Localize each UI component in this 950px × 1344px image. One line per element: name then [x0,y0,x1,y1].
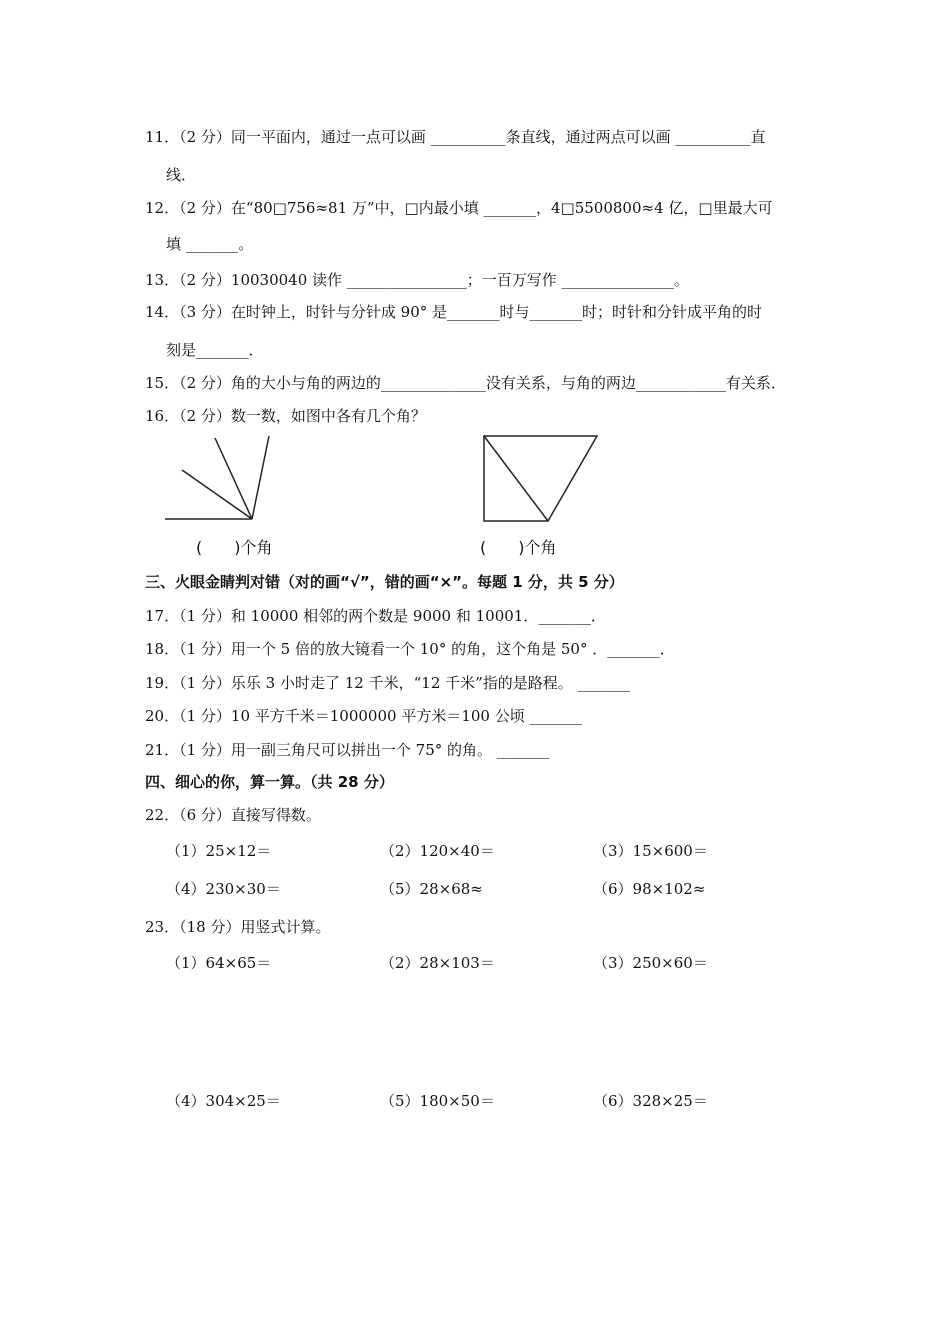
q13: 13．（2 分）10030040 读作 ________________；一百万写作 _______________。 [145,271,690,289]
figure-caption-right: ( )个角 [480,538,557,557]
q22-item-5: （5）28×68≈ [380,880,483,898]
q12-line2: 填 _______。 [166,235,254,253]
ray-high [252,436,269,519]
q22-item-4: （4）230×30＝ [166,880,281,898]
q22-item-2: （2）120×40＝ [380,842,495,860]
q22-item-1: （1）25×12＝ [166,842,272,860]
figure-caption-left: ( )个角 [196,538,273,557]
q23-item-1: （1）64×65＝ [166,954,272,972]
q22-item-6: （6）98×102≈ [593,880,706,898]
trapezoid-diagonal [484,436,548,521]
angle-rays-figure [160,430,280,530]
q15: 15．（2 分）角的大小与角的两边的______________没有关系，与角的两边____________有关系． [145,374,786,392]
section4-title: 四、细心的你，算一算。（共 28 分） [145,773,394,791]
q23-item-6: （6）328×25＝ [593,1092,708,1110]
q22-title: 22．（6 分）直接写得数。 [145,806,321,824]
q19: 19．（1 分）乐乐 3 小时走了 12 千米，“12 千米”指的是路程。 _______ [145,674,631,692]
trapezoid-outline [484,436,597,521]
q14-line1: 14．（3 分）在时钟上，时针与分针成 90° 是_______时与_______时；时针和分针成平角的时 [145,303,763,321]
q20: 20．（1 分）10 平方千米＝1000000 平方米＝100 公顷 _______ [145,707,582,725]
q23-item-4: （4）304×25＝ [166,1092,281,1110]
q16: 16．（2 分）数一数，如图中各有几个角？ [145,407,426,425]
q21: 21．（1 分）用一副三角尺可以拼出一个 75° 的角。 _______ [145,741,550,759]
section3-title: 三、火眼金睛判对错（对的画“√”，错的画“×”。每题 1 分，共 5 分） [145,573,624,591]
q12-line1: 12．（2 分）在“80□756≈81 万”中，□内最小填 _______，4□5500800≈4 亿，□里最大可 [145,199,773,217]
q14-line2: 刻是_______． [166,341,264,359]
q22-item-3: （3）15×600＝ [593,842,708,860]
q11-line1: 11．（2 分）同一平面内，通过一点可以画 __________条直线，通过两点可以画 __________直 [145,128,766,146]
q23-item-2: （2）28×103＝ [380,954,495,972]
q23-title: 23．（18 分）用竖式计算。 [145,918,331,936]
q23-item-3: （3）250×60＝ [593,954,708,972]
trapezoid-figure [478,430,604,528]
q18: 18．（1 分）用一个 5 倍的放大镜看一个 10° 的角，这个角是 50° ．_______． [145,640,675,658]
q11-line2: 线． [166,166,197,184]
q17: 17．（1 分）和 10000 相邻的两个数是 9000 和 10001．_______． [145,607,606,625]
q23-item-5: （5）180×50＝ [380,1092,495,1110]
